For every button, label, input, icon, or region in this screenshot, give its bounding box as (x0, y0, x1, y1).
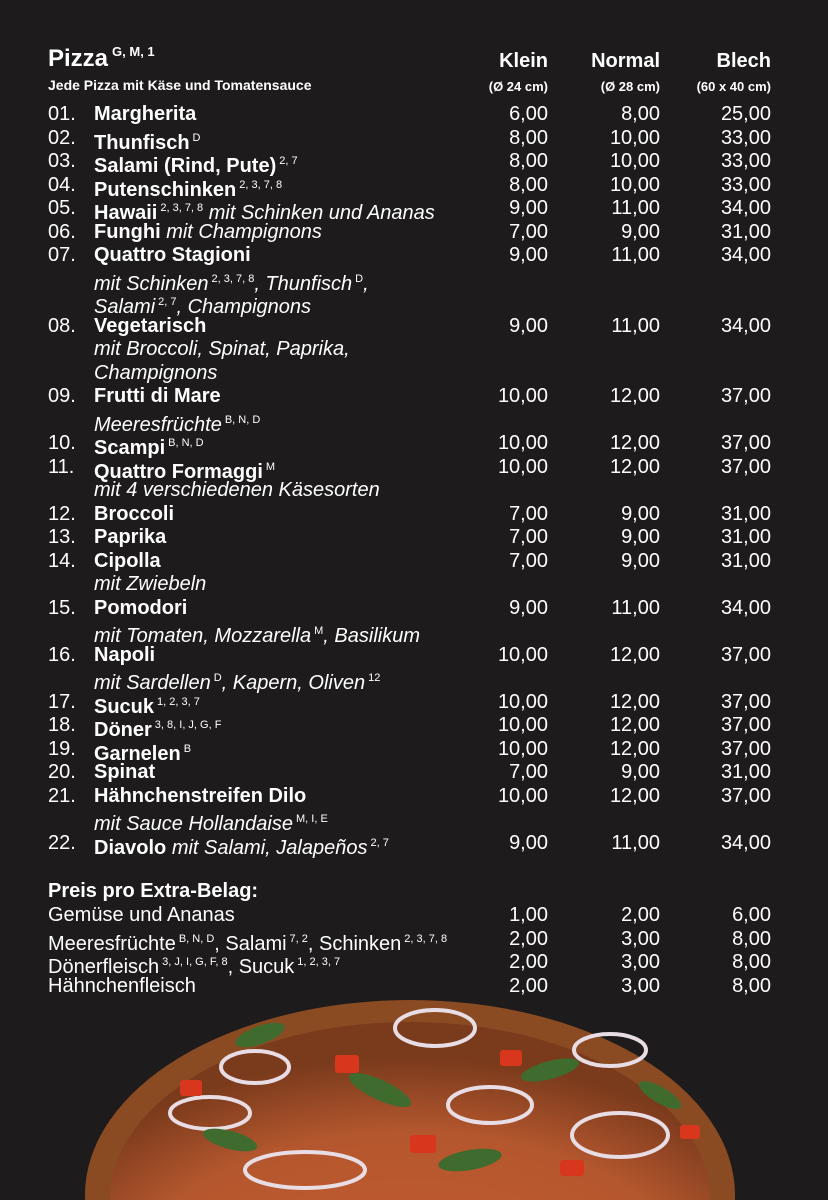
item-price: 7,00 (509, 761, 548, 783)
extra-topping-price: 2,00 (509, 951, 548, 973)
column-size: (Ø 28 cm) (600, 79, 660, 94)
item-price: 31,00 (720, 502, 771, 525)
item-text (94, 550, 161, 574)
item-number: 15. (48, 596, 76, 619)
item-price: 37,00 (720, 432, 771, 454)
description-text: Champignons (94, 361, 218, 384)
item-price: 9,00 (621, 549, 660, 572)
item-price: 33,00 (720, 150, 771, 172)
item-allergens: 2, 3, 7, 8 (160, 202, 204, 214)
item-name: Funghi (94, 220, 161, 243)
menu-item (0, 244, 828, 268)
item-description-line (0, 291, 828, 318)
section-subtitle: Jede Pizza mit Käse und Tomatensauce (48, 77, 312, 93)
item-price: 10,00 (497, 714, 548, 736)
description-text: Salami (94, 296, 156, 318)
section-title-allergens: G, M, 1 (112, 44, 155, 59)
menu-item (0, 432, 828, 459)
description-allergens: D (355, 272, 364, 285)
item-price: 34,00 (720, 596, 771, 619)
item-description: mit Champignons (166, 220, 322, 243)
item-price: 9,00 (621, 220, 660, 243)
column-name: Klein (499, 50, 548, 72)
item-number: 19. (48, 737, 76, 760)
item-price: 10,00 (497, 385, 548, 407)
item-price: 11,00 (611, 314, 660, 337)
item-name: Vegetarisch (94, 314, 207, 337)
pizza-photo (80, 995, 740, 1200)
item-price: 10,00 (497, 455, 548, 478)
extra-topping-row (0, 927, 828, 955)
item-price: 11,00 (611, 831, 660, 854)
section-title (48, 44, 155, 73)
item-price: 9,00 (509, 831, 548, 854)
column-size: (60 x 40 cm) (696, 79, 771, 94)
item-number: 13. (48, 526, 76, 548)
item-price: 9,00 (509, 596, 548, 619)
item-name: Döner (94, 719, 152, 741)
item-price: 12,00 (609, 714, 660, 736)
item-price: 31,00 (720, 526, 771, 548)
item-description-line (0, 620, 828, 647)
item-text (94, 832, 389, 861)
menu-header (0, 44, 828, 104)
menu-item (0, 597, 828, 621)
item-text (94, 644, 155, 668)
item-text (94, 785, 306, 809)
item-name: Sucuk (94, 695, 155, 718)
item-price: 34,00 (720, 197, 771, 219)
item-name: Spinat (94, 761, 156, 783)
item-text (94, 597, 187, 621)
item-number: 16. (48, 643, 76, 666)
item-price: 12,00 (609, 455, 660, 478)
item-price: 34,00 (720, 831, 771, 854)
item-price: 37,00 (720, 784, 771, 807)
item-description-line (0, 808, 828, 835)
menu-item (0, 690, 828, 718)
item-number: 02. (48, 126, 76, 149)
item-description-line (0, 573, 828, 597)
item-price: 10,00 (609, 173, 660, 196)
item-name: Thunfisch (94, 131, 190, 154)
item-number: 18. (48, 714, 76, 736)
description-text: mit Zwiebeln (94, 573, 207, 595)
item-description (94, 573, 206, 597)
item-description-line (0, 479, 828, 503)
item-number: 21. (48, 784, 76, 807)
item-number: 22. (48, 831, 76, 854)
item-text (94, 385, 221, 409)
menu-item (0, 831, 828, 859)
item-price: 34,00 (720, 314, 771, 337)
item-allergens: B (183, 742, 192, 755)
menu-item (0, 714, 828, 741)
item-number: 10. (48, 432, 76, 454)
extra-topping-text: , Salami (214, 932, 287, 955)
item-price: 33,00 (720, 126, 771, 149)
item-price: 37,00 (720, 455, 771, 478)
extra-topping-price: 3,00 (621, 927, 660, 950)
item-price: 34,00 (720, 244, 771, 266)
menu-item (0, 221, 828, 245)
item-description-line (0, 268, 828, 295)
item-number: 09. (48, 385, 76, 407)
item-name: Margherita (94, 103, 197, 125)
item-name: Quattro Stagioni (94, 244, 251, 266)
item-number: 07. (48, 244, 76, 266)
item-price: 31,00 (720, 761, 771, 783)
item-description (94, 479, 380, 503)
column-header-klein (489, 50, 548, 94)
description-text: mit Broccoli, Spinat, Paprika, (94, 338, 350, 360)
item-price: 37,00 (720, 714, 771, 736)
item-name: Broccoli (94, 502, 175, 525)
item-text (94, 244, 251, 268)
item-number: 17. (48, 690, 76, 713)
menu-item (0, 385, 828, 409)
item-price: 11,00 (611, 197, 660, 219)
description-text: mit Schinken (94, 272, 209, 295)
item-price: 37,00 (720, 385, 771, 407)
item-price: 12,00 (609, 432, 660, 454)
item-name: Quattro Formaggi (94, 460, 263, 483)
item-price: 10,00 (609, 126, 660, 149)
item-price: 9,00 (621, 502, 660, 525)
item-price: 9,00 (621, 761, 660, 783)
menu-item (0, 503, 828, 527)
item-price: 6,00 (509, 103, 548, 125)
item-price: 11,00 (611, 596, 660, 619)
item-description: mit Salami, Jalapeños (171, 836, 368, 859)
description-allergens: 12 (368, 672, 381, 684)
extra-topping-price: 2,00 (509, 974, 548, 997)
item-description-allergens: 2, 7 (370, 836, 389, 849)
description-allergens: M, I, E (296, 813, 328, 825)
item-name: Diavolo (94, 836, 167, 859)
column-header-blech (697, 50, 771, 94)
menu-item (0, 644, 828, 668)
column-name: Blech (716, 50, 771, 72)
item-name: Scampi (94, 437, 166, 459)
item-number: 11. (48, 455, 75, 478)
extra-topping-text: , Sucuk (227, 956, 295, 978)
item-number: 08. (48, 314, 76, 337)
item-allergens: 2, 3, 7, 8 (239, 178, 283, 191)
item-price: 10,00 (497, 432, 548, 454)
item-price: 31,00 (720, 220, 771, 243)
item-price: 12,00 (609, 690, 660, 713)
extra-topping-allergens: 2, 3, 7, 8 (404, 932, 448, 945)
menu-item (0, 173, 828, 201)
item-description-line (0, 362, 828, 386)
menu-item (0, 550, 828, 574)
section-title-text: Pizza (48, 45, 109, 72)
extra-topping-price: 1,00 (509, 904, 548, 926)
item-price: 37,00 (720, 643, 771, 666)
extra-topping-allergens: 1, 2, 3, 7 (297, 956, 341, 968)
description-text: mit Sauce Hollandaise (94, 813, 293, 835)
item-price: 8,00 (509, 173, 548, 196)
item-price: 7,00 (509, 220, 548, 243)
menu-item (0, 197, 828, 224)
description-allergens: D (213, 672, 222, 684)
item-price: 10,00 (497, 784, 548, 807)
item-price: 10,00 (497, 737, 548, 760)
item-name: Frutti di Mare (94, 385, 221, 407)
item-number: 12. (48, 502, 76, 525)
description-text: , Kapern, Oliven (221, 672, 366, 694)
extra-topping-row (0, 904, 828, 928)
menu-item (0, 526, 828, 550)
item-description-line (0, 409, 828, 436)
item-name: Hähnchenstreifen Dilo (94, 784, 307, 807)
menu-item (0, 455, 828, 483)
item-price: 9,00 (509, 244, 548, 266)
item-price: 12,00 (609, 737, 660, 760)
column-name: Normal (591, 50, 660, 72)
item-description-line (0, 338, 828, 362)
item-number: 05. (48, 197, 76, 219)
description-text: mit Tomaten, Mozzarella (94, 625, 312, 647)
extra-topping-price: 8,00 (732, 927, 771, 950)
item-name: Garnelen (94, 742, 181, 765)
item-text (94, 315, 206, 339)
item-allergens: 1, 2, 3, 7 (157, 695, 200, 708)
item-name: Pomodori (94, 596, 188, 619)
item-description: mit Schinken und Ananas (208, 202, 435, 224)
item-price: 37,00 (720, 737, 771, 760)
item-name: Napoli (94, 643, 156, 666)
description-allergens: B, N, D (224, 413, 261, 426)
description-text: , Basilikum (323, 625, 420, 647)
item-text (94, 526, 166, 550)
description-text: mit Sardellen (94, 672, 211, 694)
extra-topping-allergens: B, N, D (178, 932, 215, 945)
menu-item (0, 150, 828, 177)
item-price: 8,00 (509, 150, 548, 172)
item-text (94, 221, 322, 245)
description-text: , (363, 272, 369, 295)
item-price: 9,00 (509, 197, 548, 219)
extra-topping-price: 2,00 (509, 927, 548, 950)
item-name: Cipolla (94, 549, 161, 572)
description-text: Meeresfrüchte (94, 413, 222, 436)
item-price: 12,00 (609, 784, 660, 807)
extra-topping-text: Dönerfleisch (48, 956, 160, 978)
description-allergens: 2, 3, 7, 8 (211, 272, 255, 285)
extra-topping-price: 3,00 (621, 951, 660, 973)
item-text (94, 761, 155, 785)
column-size: (Ø 24 cm) (488, 79, 548, 94)
item-price: 9,00 (509, 314, 548, 337)
item-price: 7,00 (509, 549, 548, 572)
extra-topping-price: 6,00 (732, 904, 771, 926)
description-allergens: 2, 7 (158, 296, 177, 308)
item-price: 10,00 (609, 150, 660, 172)
item-number: 06. (48, 220, 76, 243)
extra-topping-text: Meeresfrüchte (48, 932, 176, 955)
item-number: 03. (48, 150, 76, 172)
item-price: 11,00 (611, 244, 660, 266)
menu-items (0, 103, 828, 859)
item-price: 9,00 (621, 526, 660, 548)
item-price: 12,00 (609, 385, 660, 407)
description-text: , Thunfisch (254, 272, 353, 295)
item-number: 14. (48, 549, 76, 572)
item-allergens: 2, 7 (279, 155, 298, 167)
extra-topping-row (0, 951, 828, 978)
extra-topping-price: 2,00 (621, 904, 660, 926)
item-allergens: B, N, D (168, 437, 204, 449)
menu-item (0, 315, 828, 339)
extra-topping-text: Gemüse und Ananas (48, 904, 235, 926)
item-allergens: M (265, 460, 276, 473)
menu-item (0, 785, 828, 809)
item-number: 01. (48, 103, 76, 125)
item-price: 10,00 (497, 643, 548, 666)
extra-topping-price: 3,00 (621, 974, 660, 997)
item-name: Salami (Rind, Pute) (94, 155, 277, 177)
item-name: Putenschinken (94, 178, 237, 201)
item-name: Hawaii (94, 202, 158, 224)
item-price: 33,00 (720, 173, 771, 196)
extra-topping-allergens: 7, 2 (289, 932, 308, 945)
extra-toppings-title: Preis pro Extra-Belag: (48, 880, 259, 902)
column-header-normal (591, 50, 660, 94)
menu-item (0, 103, 828, 127)
description-text: mit 4 verschiedenen Käsesorten (94, 479, 380, 501)
item-price: 8,00 (621, 103, 660, 125)
item-price: 10,00 (497, 690, 548, 713)
menu-item (0, 737, 828, 765)
item-name: Paprika (94, 526, 167, 548)
item-text (94, 503, 174, 527)
menu-item (0, 761, 828, 785)
description-text: , Champignons (176, 296, 312, 318)
item-price: 7,00 (509, 526, 548, 548)
item-price: 25,00 (720, 103, 771, 125)
extra-topping-price: 8,00 (732, 951, 771, 973)
extra-topping-text: Hähnchenfleisch (48, 974, 196, 997)
item-description-line (0, 667, 828, 694)
extra-topping-text: , Schinken (307, 932, 402, 955)
item-description (94, 362, 217, 386)
extra-topping-price: 8,00 (732, 974, 771, 997)
item-price: 37,00 (720, 690, 771, 713)
extra-topping-allergens: 3, J, I, G, F, 8 (162, 956, 228, 968)
item-price: 12,00 (609, 643, 660, 666)
item-price: 31,00 (720, 549, 771, 572)
item-number: 20. (48, 761, 76, 783)
item-price: 7,00 (509, 502, 548, 525)
item-number: 04. (48, 173, 76, 196)
extra-topping-name (48, 904, 235, 928)
item-description (94, 338, 350, 362)
item-allergens: D (192, 131, 201, 144)
menu-item (0, 126, 828, 154)
item-text (94, 103, 196, 127)
extra-toppings-list (0, 904, 828, 998)
item-price: 8,00 (509, 126, 548, 149)
item-allergens: 3, 8, I, J, G, F (154, 719, 222, 731)
description-allergens: M (314, 625, 324, 637)
